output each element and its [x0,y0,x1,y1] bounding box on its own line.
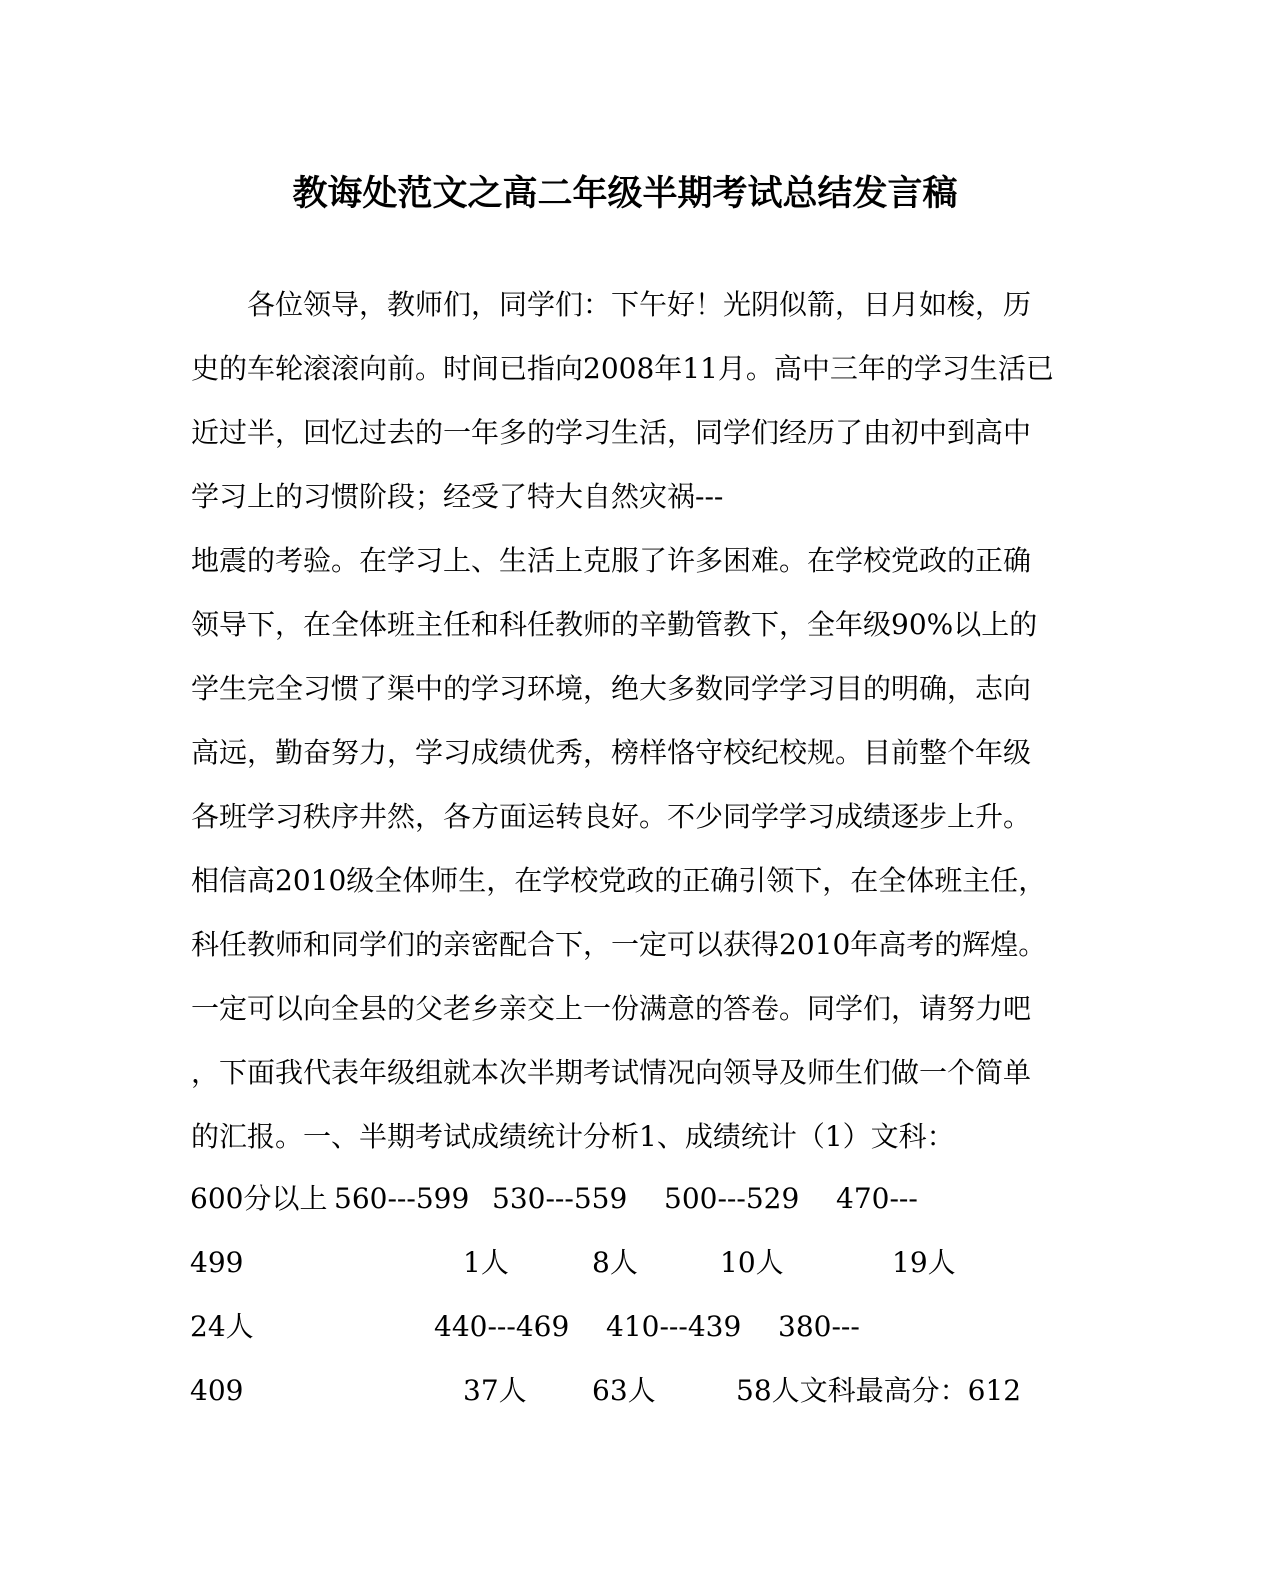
body-line: 近过半，回忆过去的一年多的学习生活，同学们经历了由初中到高中 [191,416,1032,449]
body-line: 相信高2010级全体师生，在学校党政的正确引领下，在全体班主任， [191,864,1047,897]
body-line: 学生完全习惯了渠中的学习环境，绝大多数同学学习目的明确，志向 [191,672,1032,705]
stats-cell: 499 [190,1246,244,1279]
stats-cell: 530---559 [492,1182,628,1215]
stats-cell: 560---599 [334,1182,470,1215]
body-line: ，下面我代表年级组就本次半期考试情况向领导及师生们做一个简单 [191,1056,1032,1089]
stats-cell: 600分以上 [190,1182,328,1215]
stats-cell: 1人 [463,1246,509,1279]
stats-cell: 19人 [892,1246,956,1279]
body-line: 学习上的习惯阶段；经受了特大自然灾祸--- [191,480,724,513]
body-line: 地震的考验。在学习上、生活上克服了许多困难。在学校党政的正确 [191,544,1032,577]
body-line: 各位领导，教师们，同学们：下午好！光阴似箭，日月如梭，历 [191,288,1032,321]
stats-cell: 380--- [778,1310,860,1343]
stats-cell: 409 [190,1374,244,1407]
stats-cell: 410---439 [606,1310,742,1343]
stats-cell: 10人 [720,1246,784,1279]
stats-cell: 58人文科最高分：612 [736,1374,1022,1407]
stats-cell: 470--- [836,1182,918,1215]
body-line: 一定可以向全县的父老乡亲交上一份满意的答卷。同学们，请努力吧 [191,992,1032,1025]
body-line: 各班学习秩序井然，各方面运转良好。不少同学学习成绩逐步上升。 [191,800,1032,833]
body-line: 的汇报。一、半期考试成绩统计分析1、成绩统计（1）文科： [191,1120,955,1153]
stats-cell: 500---529 [664,1182,800,1215]
body-line: 领导下，在全体班主任和科任教师的辛勤管教下，全年级90%以上的 [191,608,1038,641]
document-title: 教诲处范文之高二年级半期考试总结发言稿 [292,173,958,214]
stats-cell: 8人 [592,1246,638,1279]
stats-cell: 440---469 [434,1310,570,1343]
stats-cell: 63人 [592,1374,656,1407]
stats-cell: 24人 [190,1310,254,1343]
body-line: 史的车轮滚滚向前。时间已指向2008年11月。高中三年的学习生活已 [191,352,1054,385]
body-line: 高远，勤奋努力，学习成绩优秀，榜样恪守校纪校规。目前整个年级 [191,736,1032,769]
stats-cell: 37人 [463,1374,527,1407]
body-line: 科任教师和同学们的亲密配合下，一定可以获得2010年高考的辉煌。 [191,928,1047,961]
